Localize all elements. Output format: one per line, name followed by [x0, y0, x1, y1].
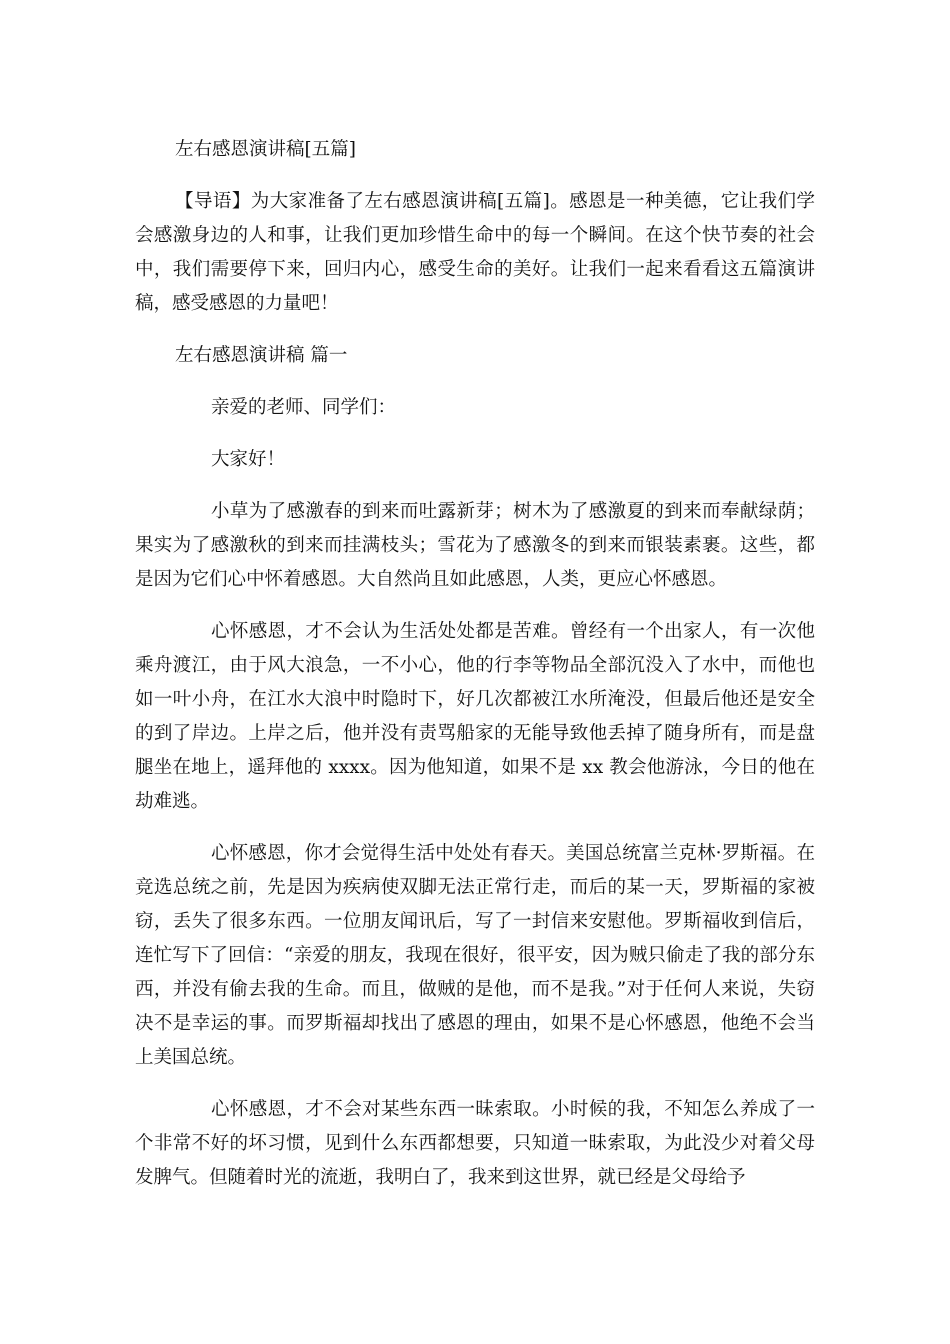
- body-paragraph: 心怀感恩，才不会对某些东西一昧索取。小时候的我，不知怎么养成了一个非常不好的坏习惯，见到什么东西都想要，只知道一昧索取，为此没少对着父母发脾气。但随着时光的流逝，我明白了，我来到这世界，就已经是父母给予: [135, 1099, 815, 1188]
- body-paragraph: 心怀感恩，你才会觉得生活中处处有春天。美国总统富兰克林·罗斯福。在竞选总统之前，先是因为疾病使双脚无法正常行走，而后的某一天，罗斯福的家被窃，丢失了很多东西。一位朋友闻讯后，写了一封信来安慰他。罗斯福收到信后，连忙写下了回信：“亲爱的朋友，我现在很好，很平安，因为贼只偷走了我的部分东西，并没有偷去我的生命。而且，做贼的是他，而不是我。”对于任何人来说，失窃决不是幸运的事。而罗斯福却找出了感恩的理由，如果不是心怀感恩，他绝不会当上美国总统。: [135, 843, 815, 1068]
- body-paragraph: 心怀感恩，才不会认为生活处处都是苦难。曾经有一个出家人，有一次他乘舟渡江，由于风大浪急，一不小心，他的行李等物品全部沉没入了水中，而他也如一叶小舟，在江水大浪中时隐时下，好几次都被江水所淹没，但最后他还是安全的到了岸边。上岸之后，他并没有责骂船家的无能导致他丢掉了随身所有，而是盘腿坐在地上，遥拜他的 xxxx。因为他知道，如果不是 xx 教会他游泳，今日的他在劫难逃。: [135, 621, 815, 812]
- salutation-hello: 大家好！: [211, 449, 286, 470]
- document-page: [135, 133, 815, 1213]
- salutation-greeting: 亲爱的老师、同学们：: [211, 397, 397, 418]
- intro-paragraph: 【导语】为大家准备了左右感恩演讲稿[五篇]。感恩是一种美德，它让我们学会感激身边的人和事，让我们更加珍惜生命中的每一个瞬间。在这个快节奏的社会中，我们需要停下来，回归内心，感受生命的美好。让我们一起来看看这五篇演讲稿，感受感恩的力量吧！: [135, 191, 815, 314]
- document-title: 左右感恩演讲稿[五篇]: [175, 139, 356, 160]
- section-title: 左右感恩演讲稿 篇一: [175, 345, 348, 366]
- body-paragraph: 小草为了感激春的到来而吐露新芽；树木为了感激夏的到来而奉献绿荫；果实为了感激秋的到来而挂满枝头；雪花为了感激冬的到来而银装素裹。这些，都是因为它们心中怀着感恩。大自然尚且如此感恩，人类，更应心怀感恩。: [135, 501, 815, 590]
